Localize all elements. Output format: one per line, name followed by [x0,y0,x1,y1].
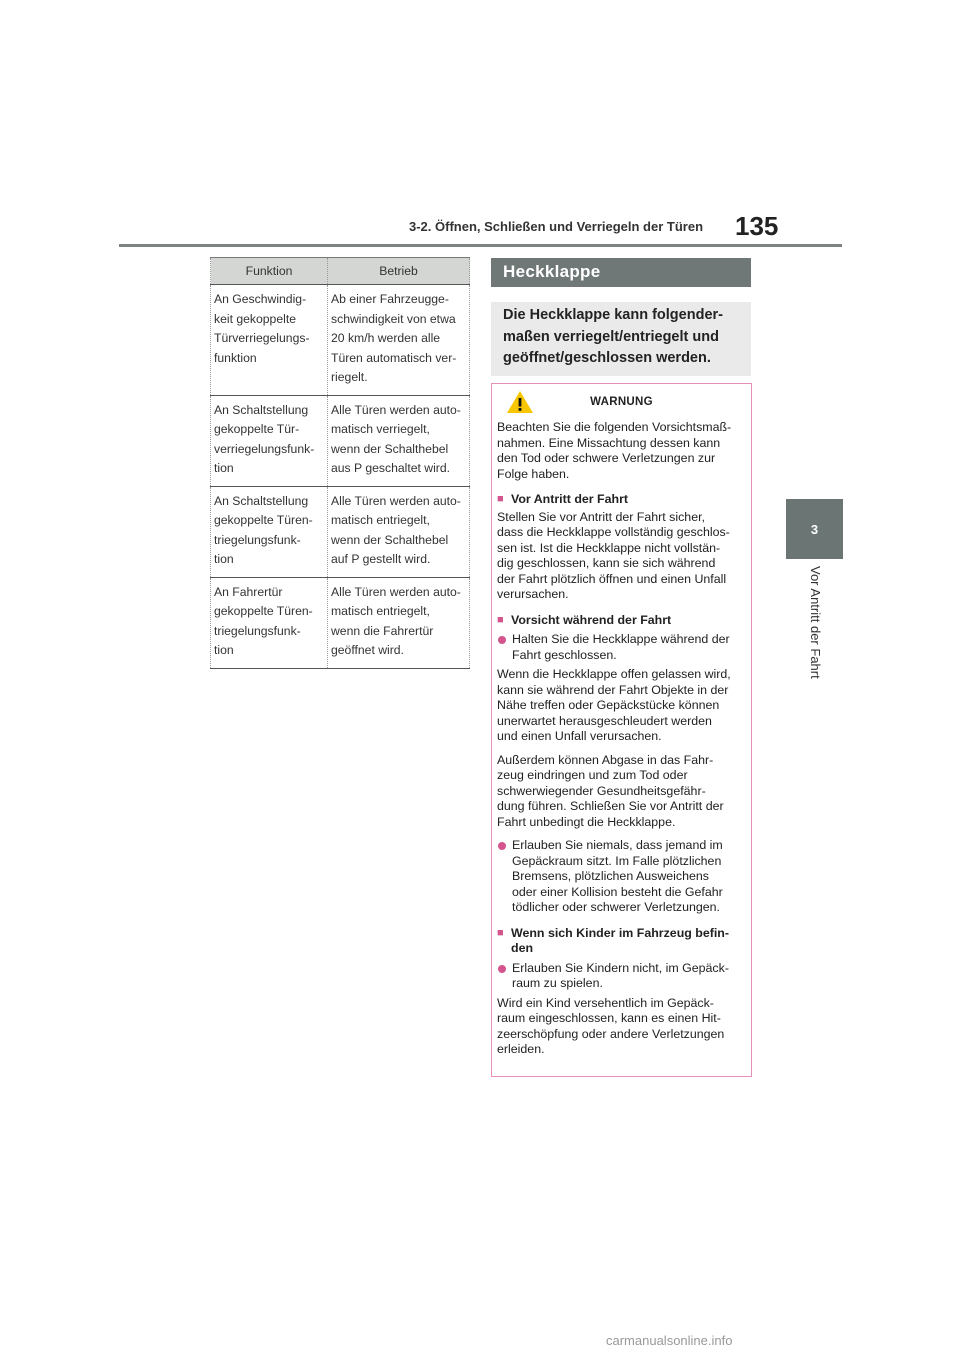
text-line: dig geschlossen, kann sie sich während [497,556,716,570]
text-line: Wenn sich Kinder im Fahrzeug befin- [511,925,730,940]
subheading-text: Vorsicht während der Fahrt [511,612,672,627]
warning-paragraph [497,753,746,831]
table-row [211,285,470,396]
text-line: Erlauben Sie Kindern nicht, im Gepäck- [512,960,729,975]
cell-line: Alle Türen werden auto- [331,584,461,599]
text-line: Erlauben Sie niemals, dass jemand im [512,838,723,852]
cell-line: gekoppelte Türen- [214,513,313,527]
cell-line: Türen automatisch ver- [331,350,457,365]
cell-line: matisch verriegelt, [331,422,430,436]
text-line: Halten Sie die Heckklappe während der [512,632,730,646]
text-line: Fahrt geschlossen. [512,647,617,662]
text-line: Gepäckraum sitzt. Im Falle plötzlichen [512,853,722,868]
chapter-title-vertical: Vor Antritt der Fahrt [808,566,823,679]
text-line: Bremsens, plötzlichen Ausweichens [512,869,709,883]
subheading-text: Vor Antritt der Fahrt [511,492,629,506]
cell-line: Alle Türen werden auto- [331,402,461,417]
page-number: 135 [735,211,779,241]
round-bullet-icon [498,842,506,850]
cell-line: An Fahrertür [214,584,283,599]
section-intro-box [491,302,751,376]
cell-line: keit gekoppelte [214,311,296,326]
warning-box [491,383,752,1077]
text-line: Fahrt unbedingt die Heckklappe. [497,814,676,829]
column-header-betrieb: Betrieb [328,258,470,285]
round-bullet-icon [498,636,506,644]
chapter-tab: 3 [786,499,843,559]
text-line: Wenn die Heckklappe offen gelassen wird, [497,667,731,681]
text-line: oder einer Kollision besteht die Gefahr [512,884,723,899]
intro-line: Die Heckklappe kann folgender- [503,307,723,323]
cell-line: wenn die Fahrertür [331,623,434,638]
text-line: nahmen. Eine Missachtung dessen kann [497,435,721,450]
text-line: Beachten Sie die folgenden Vorsichtsmaß- [497,420,732,434]
text-line: schwerwiegender Gesundheitsgefähr- [497,783,706,798]
table-row [211,486,470,577]
cell-line: aus P geschaltet wird. [331,461,451,475]
table-cell-funktion [211,577,328,668]
cell-line: matisch entriegelt, [331,604,430,618]
table-cell-betrieb [328,577,470,668]
warning-subheading [497,926,746,957]
text-line: kann sie während der Fahrt Objekte in der [497,682,729,697]
text-line: tödlicher oder schwerer Verletzungen. [512,900,721,914]
cell-line: Alle Türen werden auto- [331,493,461,508]
cell-line: verriegelungsfunk- [214,441,315,456]
cell-line: An Geschwindig- [214,292,307,306]
warning-paragraph [497,996,746,1058]
text-line: verursachen. [497,587,569,601]
table-cell-betrieb [328,395,470,486]
bullet-text [512,961,729,992]
warning-label: WARNUNG [590,396,653,408]
intro-line: geöffnet/geschlossen werden. [503,350,711,366]
text-line: zeerschöpfung oder andere Verletzungen [497,1026,725,1041]
text-line: raum zu spielen. [512,976,603,990]
warning-paragraph [497,510,746,603]
cell-line: triegelungsfunk- [214,532,301,547]
warning-triangle-icon [506,390,534,414]
warning-header [492,384,751,420]
text-line: erleiden. [497,1042,545,1056]
intro-line: maßen verriegelt/entriegelt und [503,328,719,345]
table-cell-funktion [211,395,328,486]
warning-paragraph [497,667,746,745]
square-bullet-icon: ■ [497,926,504,939]
cell-line: tion [214,643,234,657]
header-divider [119,244,842,247]
cell-line: An Schaltstellung [214,493,309,508]
text-line: unerwartet herausgeschleudert werden [497,713,712,728]
warning-body [492,420,751,1058]
table-cell-funktion [211,486,328,577]
text-line: den [511,941,534,955]
cell-line: schwindigkeit von etwa [331,311,456,326]
bullet-item [497,632,746,663]
footer-watermark: carmanualsonline.info [606,1333,733,1348]
cell-line: riegelt. [331,370,368,384]
square-bullet-icon: ■ [497,493,504,505]
cell-line: 20 km/h werden alle [331,331,441,345]
table-cell-funktion [211,285,328,396]
cell-line: Ab einer Fahrzeugge- [331,292,449,306]
warning-subheading [497,613,746,629]
text-line: dass die Heckklappe vollständig geschlos- [497,525,730,539]
table-cell-betrieb [328,486,470,577]
warning-intro [497,420,746,482]
bullet-text [512,632,730,663]
table-row [211,577,470,668]
cell-line: tion [214,552,234,566]
round-bullet-icon [498,965,506,973]
text-line: zeug eindringen und zum Tod oder [497,768,688,782]
table-cell-betrieb [328,285,470,396]
cell-line: triegelungsfunk- [214,623,301,638]
text-line: Folge haben. [497,466,570,481]
section-heading: Heckklappe [491,258,751,287]
text-line: Wird ein Kind versehentlich im Gepäck- [497,995,714,1010]
bullet-item [497,961,746,992]
cell-line: gekoppelte Tür- [214,422,300,436]
text-line: raum eingeschlossen, kann es einen Hit- [497,1011,721,1025]
warning-subheading [497,492,746,508]
cell-line: gekoppelte Türen- [214,604,313,618]
text-line: dung führen. Schließen Sie vor Antritt der [497,799,724,813]
cell-line: matisch entriegelt, [331,513,430,527]
text-line: der Fahrt plötzlich öffnen und einen Unfall [497,571,727,586]
cell-line: geöffnet wird. [331,643,404,657]
function-table [210,257,470,669]
square-bullet-icon: ■ [497,613,504,626]
text-line: Stellen Sie vor Antritt der Fahrt sicher, [497,509,705,524]
cell-line: wenn der Schalthebel [331,441,449,456]
table-header-row [211,258,470,285]
cell-line: funktion [214,350,257,365]
text-line: sen ist. Ist die Heckklappe nicht vollstän- [497,540,721,555]
bullet-item [497,838,746,916]
cell-line: wenn der Schalthebel [331,532,449,547]
section-header-title: 3-2. Öffnen, Schließen und Verriegeln der Türen [409,219,704,234]
cell-line: auf P gestellt wird. [331,552,431,566]
table-row [211,395,470,486]
bullet-text [512,838,723,916]
cell-line: tion [214,461,234,475]
column-header-funktion: Funktion [211,258,328,285]
text-line: den Tod oder schwere Verletzungen zur [497,451,716,465]
text-line: und einen Unfall verursachen. [497,729,662,743]
subheading-text [511,926,729,957]
cell-line: An Schaltstellung [214,402,309,417]
text-line: Außerdem können Abgase in das Fahr- [497,752,714,767]
text-line: Nähe treffen oder Gepäckstücke können [497,698,720,712]
cell-line: Türverriegelungs- [214,331,310,345]
